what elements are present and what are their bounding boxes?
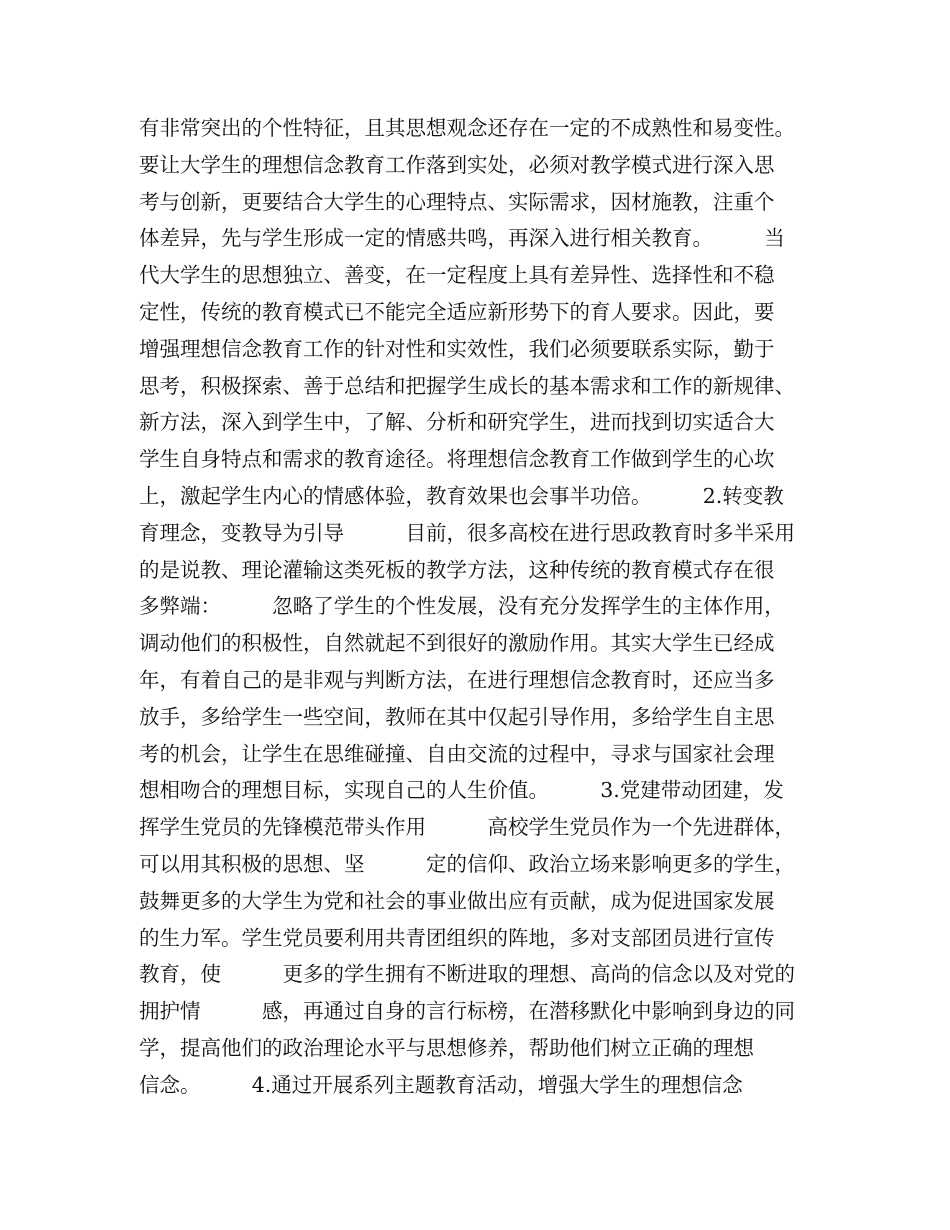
- text-line: 的生力军。学生党员要利用共青团组织的阵地，多对支部团员进行宣传: [139, 925, 775, 950]
- text-line: 想相吻合的理想目标，实现自己的人生价值。 3.党建带动团建，发: [139, 778, 784, 803]
- text-line: 考与创新，更要结合大学生的心理特点、实际需求，因材施教，注重个: [139, 189, 775, 214]
- text-line: 体差异，先与学生形成一定的情感共鸣，再深入进行相关教育。 当: [139, 226, 785, 251]
- text-line: 学生自身特点和需求的教育途径。将理想信念教育工作做到学生的心坎: [139, 447, 775, 472]
- text-line: 代大学生的思想独立、善变，在一定程度上具有差异性、选择性和不稳: [139, 263, 775, 288]
- text-line: 定性，传统的教育模式已不能完全适应新形势下的育人要求。因此，要: [139, 299, 775, 324]
- text-line: 要让大学生的理想信念教育工作落到实处，必须对教学模式进行深入思: [139, 152, 775, 177]
- text-line: 挥学生党员的先锋模范带头作用 高校学生党员作为一个先进群体，: [139, 815, 795, 840]
- text-line: 上，激起学生内心的情感体验，教育效果也会事半功倍。 2.转变教: [139, 483, 784, 508]
- text-line: 的是说教、理论灌输这类死板的教学方法，这种传统的教育模式存在很: [139, 557, 775, 582]
- text-line: 可以用其积极的思想、坚 定的信仰、政治立场来影响更多的学生，: [139, 851, 795, 876]
- text-line: 放手，多给学生一些空间，教师在其中仅起引导作用，多给学生自主思: [139, 704, 775, 729]
- text-line: 调动他们的积极性，自然就起不到很好的激励作用。其实大学生已经成: [139, 631, 775, 656]
- body-text: [139, 110, 819, 1104]
- text-line: 年，有着自己的是非观与判断方法，在进行理想信念教育时，还应当多: [139, 667, 775, 692]
- text-line: 信念。 4.通过开展系列主题教育活动，增强大学生的理想信念: [139, 1072, 743, 1097]
- text-line: 多弊端： 忽略了学生的个性发展，没有充分发挥学生的主体作用，: [139, 594, 785, 619]
- text-line: 拥护情 感，再通过自身的言行标榜，在潜移默化中影响到身边的同: [139, 999, 795, 1024]
- text-line: 育理念，变教导为引导 目前，很多高校在进行思政教育时多半采用: [139, 520, 795, 545]
- text-line: 鼓舞更多的大学生为党和社会的事业做出应有贡献，成为促进国家发展: [139, 888, 775, 913]
- text-line: 有非常突出的个性特征，且其思想观念还存在一定的不成熟性和易变性。: [139, 116, 795, 140]
- text-line: 教育，使 更多的学生拥有不断进取的理想、高尚的信念以及对党的: [139, 962, 795, 987]
- text-line: 考的机会，让学生在思维碰撞、自由交流的过程中，寻求与国家社会理: [139, 741, 775, 766]
- text-line: 思考，积极探索、善于总结和把握学生成长的基本需求和工作的新规律、: [139, 373, 795, 398]
- text-line: 新方法，深入到学生中，了解、分析和研究学生，进而找到切实适合大: [139, 410, 775, 435]
- text-line: 增强理想信念教育工作的针对性和实效性，我们必须要联系实际，勤于: [139, 336, 775, 361]
- text-line: 学，提高他们的政治理论水平与思想修养，帮助他们树立正确的理想: [139, 1035, 754, 1060]
